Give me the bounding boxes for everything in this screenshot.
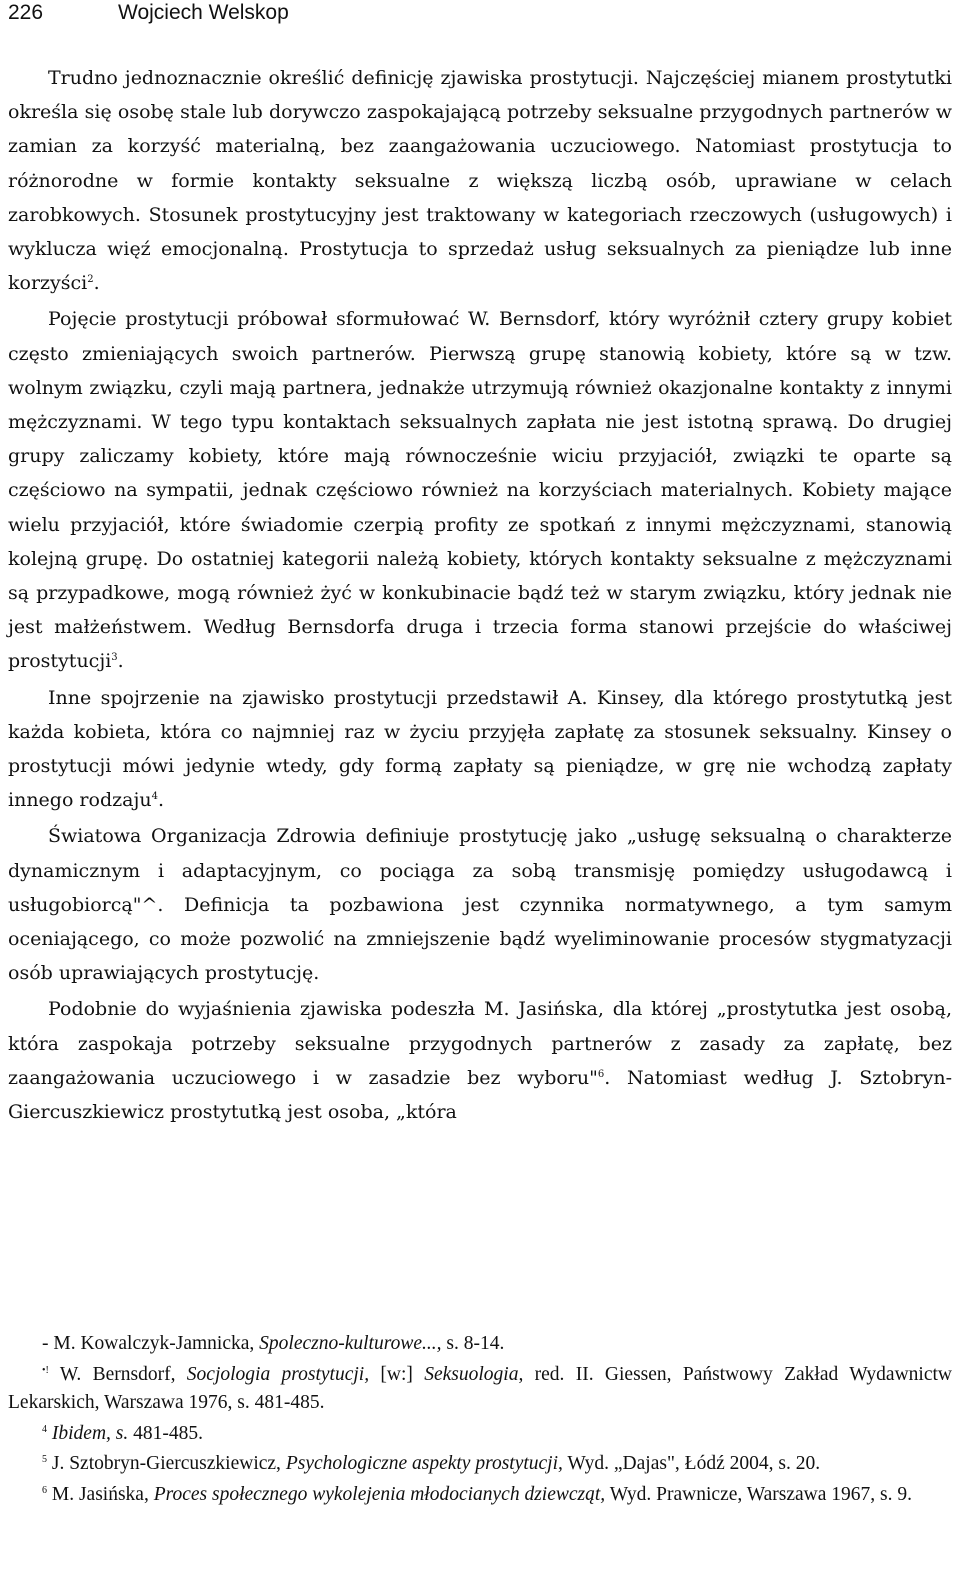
paragraph: Podobnie do wyjaśnienia zjawiska podeszła M. Jasińska, dla której „prostytutka jest osobą, która zaspokaja potrzeby seksualne przygodnych partnerów z zasady za zapłatę, bez zaangażowania uczuciowego i w zasadzie bez wyboru"$^6$. Natomiast według J. Sztobryn-Giercuszkiewicz prostytutką jest osoba, „która <box>8 998 952 1124</box>
footnote-mark: 5 <box>42 1454 47 1465</box>
footnote-mark: 6 <box>42 1484 47 1496</box>
footnote-ref[interactable]: 6 <box>597 1068 605 1080</box>
page-number: 226 <box>8 1 44 24</box>
running-header-author: Wojciech Welskop <box>118 1 289 24</box>
footnote-ref[interactable]: 3 <box>111 652 118 664</box>
paragraph: Pojęcie prostytucji próbował sformułować W. Bernsdorf, który wyróżnił cztery grupy kobiet często zmieniających swoich partnerów. Pierwszą grupę stanowią kobiety, które są w tzw. wolnym związku, czyli mają partnera, jednakże utrzymują również okazjonalne kontakty z innymi mężczyznami. W tego typu kontaktach seksualnych zapłata nie jest istotną sprawą. Do drugiej grupy zaliczamy kobiety, które mają równocześnie wiciu przyjaciół, związki te oparte są częściowo na sympatii, jednak częściowo również na korzyściach materialnych. Kobiety mające wielu przyjaciół, które świadomie czerpią profity ze spotkań z innymi mężczyznami, stanowią kolejną grupę. Do ostatniej kategorii należą kobiety, których kontakty seksualne z mężczyznami są przypadkowe, mogą również żyć w konkubinacie bądź też w starym związku, który jednak nie jest małżeństwem. Według Bernsdorfa druga i trzecia forma stanowi przejście do właściwej prostytucji$^3$. <box>8 308 952 673</box>
footnote: •! W. Bernsdorf, Socjologia prostytucji, [w:] Seksuologia, red. II. Giessen, Państwowy Zakład Wydawnictw Lekarskich, Warszawa 1976, s. 481-485. <box>8 1363 952 1413</box>
body-text <box>8 61 952 1129</box>
footnotes <box>8 1330 952 1509</box>
footnote-ref[interactable]: 4 <box>151 791 158 803</box>
footnote: $^6$ M. Jasińska, Proces społecznego wykolejenia młodocianych dziewcząt, Wyd. Prawnicze, Warszawa 1967, s. 9. <box>42 1483 913 1505</box>
footnote-mark: 4 <box>42 1423 47 1435</box>
paragraph: Światowa Organizacja Zdrowia definiuje prostytucję jako „usługę seksualną o charakterze dynamicznym i adaptacyjnym, co pociąga za sobą transmisję pomiędzy usługodawcą i usługobiorcą"^. Definicja ta pozbawiona jest czynnika normatywnego, a tym samym oceniającego, co może pozwolić na zmniejszenie bądź wyeliminowanie procesów stygmatyzacji osób uprawiających prostytucję. <box>8 825 952 985</box>
running-header <box>8 0 289 28</box>
paragraph: Inne spojrzenie na zjawisko prostytucji przedstawił A. Kinsey, dla którego prostytutką jest każda kobieta, która co najmniej raz w życiu przyjęła zapłatę za stosunek seksualny. Kinsey o prostytucji mówi jedynie wtedy, gdy formą zapłaty są pieniądze, w grę nie wchodzą zapłaty innego rodzaju$^4$. <box>8 686 952 812</box>
footnote-mark: - <box>42 1333 49 1354</box>
footnote: - M. Kowalczyk-Jamnicka, Spoleczno-kulturowe..., s. 8-14. <box>42 1333 505 1354</box>
footnote-mark: •! <box>42 1364 49 1376</box>
footnote: $^5$ J. Sztobryn-Giercuszkiewicz, Psychologiczne aspekty prostytucji, Wyd. „Dajas", Łódź 2004, s. 20. <box>42 1453 821 1474</box>
footnote-ref[interactable]: 2 <box>87 274 94 286</box>
footnote: $^4$ Ibidem, s. 481-485. <box>42 1422 203 1444</box>
paragraph: Trudno jednoznacznie określić definicję zjawiska prostytucji. Najczęściej mianem prostytutki określa się osobę stale lub dorywczo zaspokajającą potrzeby seksualne przygodnych partnerów w zamian za korzyść materialną, bez zaangażowania uczuciowego. Natomiast prostytucja to różnorodne w formie kontakty seksualne z większą liczbą osób, uprawiane w celach zarobkowych. Stosunek prostytucyjny jest traktowany w kategoriach rzeczowych (usługowych) i wyklucza więź emocjonalną. Prostytucja to sprzedaż usług seksualnych za pieniądze lub inne korzyści$^2$. <box>8 67 952 295</box>
